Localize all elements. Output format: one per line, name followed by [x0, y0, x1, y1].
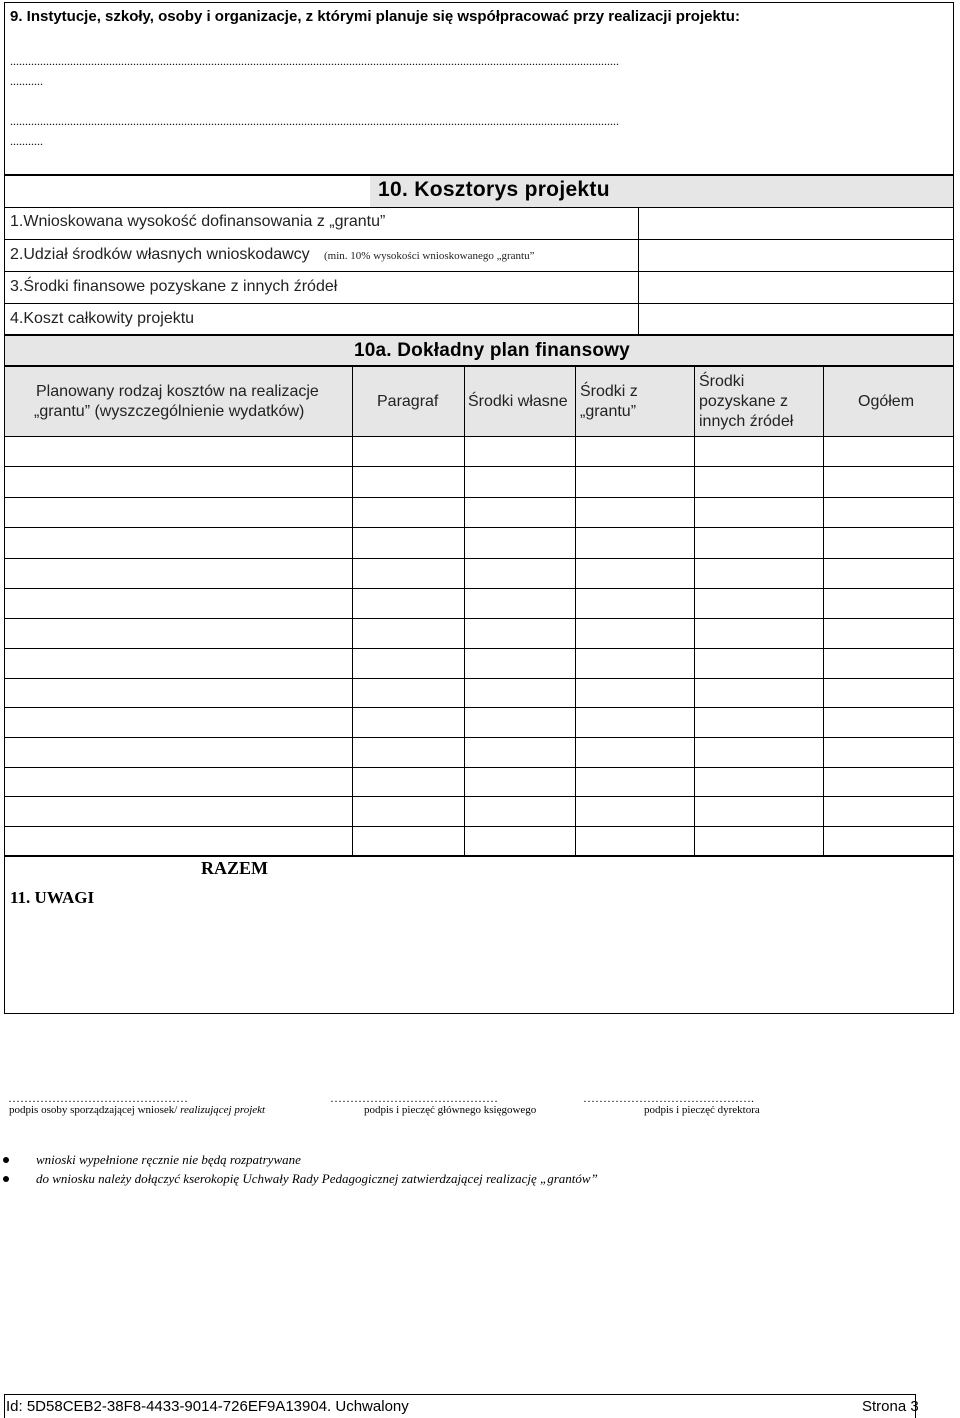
footer-id: Id: 5D58CEB2-38F8-4433-9014-726EF9A13904. Uchwalony [6, 1398, 409, 1415]
financial-plan-table [4, 366, 954, 856]
bullet-icon [3, 1176, 9, 1182]
dots-line: ........... [10, 134, 43, 148]
cost-row-2-value[interactable] [639, 240, 953, 271]
cost-row-4-value[interactable] [639, 304, 953, 335]
col-header-paragraf: Paragraf [377, 393, 439, 410]
dots-line: ........... [10, 74, 43, 88]
note-item: wnioski wypełnione ręcznie nie będą rozpatrywane [36, 1152, 301, 1167]
dots-line: ........................................................................................................................................................................................................... [10, 114, 619, 128]
col-header-total: Ogółem [858, 393, 915, 410]
col-header-own-funds: Środki własne [468, 393, 568, 410]
note-item: do wniosku należy dołączyć kserokopię Uchwały Rady Pedagogicznej zatwierdzającej realizację „grantów” [36, 1171, 598, 1186]
section-9-box [4, 2, 954, 175]
col-header-other-sources-line3: innych źródeł [699, 413, 794, 430]
cost-row-1-label: 1.Wnioskowana wysokość dofinansowania z „grantu” [10, 213, 386, 230]
cost-row-4-label: 4.Koszt całkowity projektu [10, 310, 195, 327]
footer-page-number: Strona 3 [862, 1398, 919, 1415]
section-9-title: 9. Instytucje, szkoły, osoby i organizacje, z którymi planuje się współpracować przy realizacji projektu: [10, 8, 740, 25]
col-header-other-sources-line1: Środki [699, 373, 745, 390]
bullet-icon [3, 1157, 9, 1163]
signature-dots-1: ……………………………………… [8, 1091, 188, 1105]
signature-dots-2: …………………………………… [330, 1091, 498, 1105]
col-header-cost-type-line1: Planowany rodzaj kosztów na realizacje [36, 383, 319, 400]
signature-label-author [9, 1104, 265, 1116]
signature-label-director: podpis i pieczęć dyrektora [644, 1104, 760, 1116]
signature-label-author-normal: podpis osoby sporządzającej wniosek/ [9, 1104, 181, 1116]
section-10-title: 10. Kosztorys projektu [378, 178, 610, 201]
cost-row-3-value[interactable] [639, 272, 953, 303]
dots-line: ........................................................................................................................................................................................................... [10, 54, 619, 68]
col-header-other-sources-line2: pozyskane z [699, 393, 788, 410]
remarks-area[interactable] [5, 912, 953, 1012]
total-label: RAZEM [201, 858, 268, 878]
section-11-title: 11. UWAGI [10, 888, 95, 907]
col-header-grant-funds-line1: Środki z [580, 383, 638, 400]
col-header-cost-type-line2: „grantu” (wyszczególnienie wydatków) [34, 403, 305, 420]
signature-label-author-italic: realizującej projekt [180, 1104, 266, 1116]
footer-rule [4, 1394, 916, 1395]
col-header-grant-funds-line2: „grantu” [580, 403, 637, 420]
signature-dots-3: ……………………………………. [583, 1091, 754, 1105]
cost-row-2-label: 2.Udział środków własnych wnioskodawcy [10, 246, 310, 263]
cost-row-3-label: 3.Środki finansowe pozyskane z innych źródeł [10, 278, 338, 295]
cost-row-1-value[interactable] [639, 208, 953, 239]
signature-label-accountant: podpis i pieczęć głównego księgowego [364, 1104, 537, 1116]
cost-row-2-note: (min. 10% wysokości wnioskowanego „grantu” [324, 250, 535, 262]
section-10a-title: 10a. Dokładny plan finansowy [354, 340, 630, 361]
